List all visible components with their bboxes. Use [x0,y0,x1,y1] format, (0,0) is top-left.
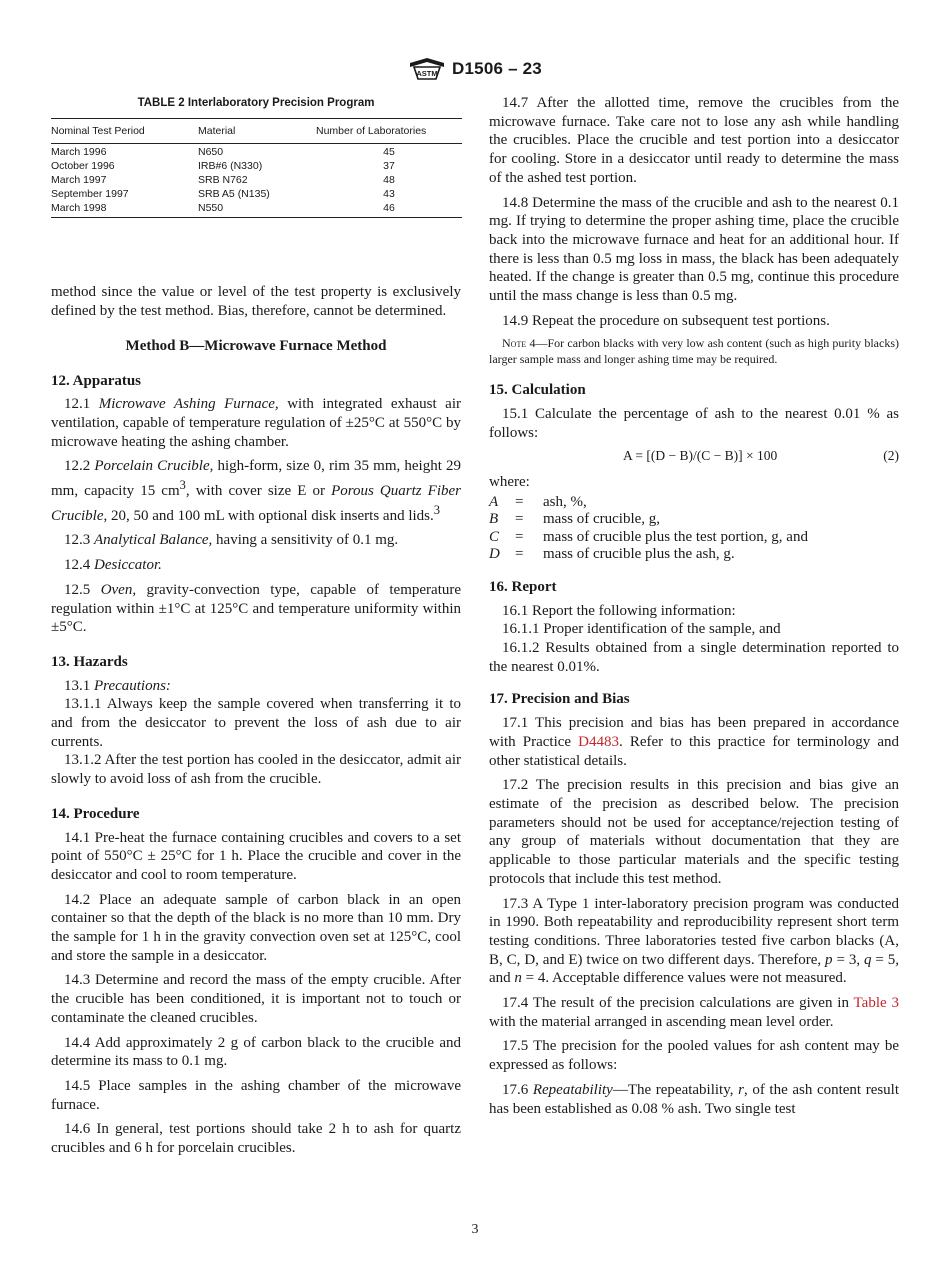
table-cell: SRB N762 [198,174,248,186]
equation-formula: A = [(D − B)/(C − B)] × 100 [623,447,778,463]
table-row [51,202,462,218]
table-row [51,174,462,188]
right-column [489,94,899,1124]
section-14-heading: 14. Procedure [51,805,140,822]
paragraph-12-2: 12.2 Porcelain Crucible, high-form, size 0, rim 35 mm, height 29 mm, capacity 15 $cm^3$, with cover size E or Porous Quartz Fiber Crucible, 20, 50 and 100 mL with optional disk inserts and lids.$^3$ [51,458,462,524]
paragraph-14-2: 14.2 Place an adequate sample of carbon black in an open container so that the depth of the black is no more than 10 mm. Dry the sample for 1 h in the gravity convection oven set at 125°C, cool and store the sample in a desiccator. [51,891,461,964]
equation-number: (2) [883,447,899,463]
paragraph-17-2: 17.2 The precision results in this precision and bias give an estimate of the precision as described below. The precision parameters should not be used for acceptance/rejection testing of any group of materials without documentation that they are applicable to those particular materials and the specific testing protocols that include this test method. [489,777,899,887]
table-caption: TABLE 2 Interlaboratory Precision Program [137,97,375,109]
table-cell: 46 [316,202,462,218]
paragraph-14-9: 14.9 Repeat the procedure on subsequent test portions. [502,312,830,329]
list-item: A = ash, %, [489,493,587,510]
table-header: Number of Laboratories [316,118,462,144]
paragraph-14-6: 14.6 In general, test portions should take 2 h to ash for quartz crucibles and 6 h for porcelain crucibles. [51,1121,461,1157]
paragraph-17-6: 17.6 Repeatability—The repeatability, r, of the ash content result has been established as 0.08 % ash. Two single test [489,1081,900,1117]
paragraph-14-4: 14.4 Add approximately 2 g of carbon black to the crucible and determine its mass to 0.1 mg. [51,1034,461,1070]
paragraph-16-1: 16.1 Report the following information: [502,602,736,619]
paragraph-12-4: 12.4 Desiccator. [64,557,162,574]
table-cell: N550 [198,202,316,218]
paragraph-17-1: 17.1 This precision and bias has been prepared in accordance with Practice D4483. Refer to this practice for terminology and other statistical details. [489,715,899,769]
paragraph-14-1: 14.1 Pre-heat the furnace containing crucibles and covers to a set point of 550°C ± 25°C for 1 h. Place the crucible and cover in the desiccator and cool to room temperature. [51,829,461,883]
paragraph-15-1: 15.1 Calculate the percentage of ash to the nearest 0.01 % as follows: [489,406,899,441]
paragraph-17-5: 17.5 The precision for the pooled values for ash content may be expressed as follows: [489,1038,899,1074]
where-label: where: [489,474,530,491]
paragraph-13-1-2: 13.1.2 After the test portion has cooled in the desiccator, admit air slowly to avoid loss of ash from the crucible. [51,752,461,788]
paragraph-14-7: 14.7 After the allotted time, remove the crucibles from the microwave furnace. Take care not to lose any ash while handling the crucibles. Place the crucible and test portion into a desiccator for cooling. Store in a desiccator until ready to determine the mass of the ashed test portion. [489,95,899,186]
table-cell: September 1997 [51,187,129,200]
paragraph-13-1-1: 13.1.1 Always keep the sample covered when transferring it to and from the desiccator to prevent the loss of ash due to air currents. [51,696,461,750]
astm-logo-text: ASTM [416,69,438,78]
table-cell: 45 [383,146,395,159]
table-cell: SRB A5 (N135) [198,187,270,200]
section-12-heading: 12. Apparatus [51,372,142,389]
practice-d4483-link[interactable]: D4483 [578,733,620,750]
table-header: Nominal Test Period [51,118,198,144]
table-header: Material [198,118,316,144]
table-cell: 37 [383,160,395,173]
paragraph-14-3: 14.3 Determine and record the mass of the empty crucible. After the crucible has been conditioned, it is important not to touch or contaminate the cleaned crucibles. [51,972,461,1026]
paragraph-13-1: 13.1 Precautions: [64,677,171,694]
section-15-heading: 15. Calculation [489,382,586,399]
section-16-heading: 16. Report [489,578,557,595]
list-item: B = mass of crucible, g, [489,511,661,528]
page-header [0,58,950,80]
precision-program-table [51,118,462,219]
paragraph-16-1-1: 16.1.1 Proper identification of the sample, and [502,621,781,638]
paragraph-14-8: 14.8 Determine the mass of the crucible and ash to the nearest 0.1 mg. If trying to determine the proper ashing time, place the crucible back into the microwave furnace and heat for an additional hour. If there is less than 0.5 mg loss in mass, the black has been adequately heated. If the change is greater than 0.5 mg, continue this procedure until the mass change is less than 0.5 mg. [489,194,899,305]
table-cell: N650 [198,146,224,159]
paragraph-17-3: 17.3 A Type 1 inter-laboratory precision program was conducted in 1990. Both repeatability and reproducibility represent short term testing conditions. Three laboratories tested five carbon blacks (A, B, C, D, and E) twice on two different days. Therefore, p = 3, q = 5, and n = 4. Acceptable difference values were not measured. [489,895,900,987]
ash-equation [489,447,899,466]
section-13-heading: 13. Hazards [51,653,128,670]
table-row [51,144,462,160]
list-item: D = mass of crucible plus the ash, g. [489,546,735,563]
table-row [51,160,462,174]
paragraph-14-5: 14.5 Place samples in the ashing chamber of the microwave furnace. [51,1078,461,1113]
left-column [51,94,461,1164]
document-id: D1506 – 23 [452,59,542,78]
table-row [51,188,462,202]
astm-logo-icon [408,57,446,81]
variable-list [489,494,899,564]
page-number: 3 [471,1222,479,1237]
list-item: C = mass of crucible plus the test portion, g, and [489,528,808,545]
paragraph-16-1-2: 16.1.2 Results obtained from a single determination reported to the nearest 0.01%. [489,640,899,675]
method-b-heading: Method B—Microwave Furnace Method [125,337,387,354]
paragraph-12-3: 12.3 Analytical Balance, having a sensitivity of 0.1 mg. [64,532,399,549]
table-cell: IRB#6 (N330) [198,160,263,173]
table-cell: March 1996 [51,146,107,159]
table-cell: October 1996 [51,160,115,173]
paragraph-17-4: 17.4 The result of the precision calculations are given in Table 3 with the material arranged in ascending mean level order. [489,995,899,1030]
paragraph-12-1: 12.1 Microwave Ashing Furnace, with integrated exhaust air ventilation, capable of temperature regulation of ±25°C at 550°C by microwave heating the ashing chamber. [51,396,461,450]
section-17-heading: 17. Precision and Bias [489,691,630,708]
continued-paragraph: method since the value or level of the test property is exclusively defined by the test method. Bias, therefore, cannot be determined. [51,284,461,320]
table-cell: 48 [383,174,395,186]
table-cell: March 1997 [51,174,107,186]
table-3-link[interactable]: Table 3 [853,995,899,1012]
note-4: Note 4—For carbon blacks with very low ash content (such as high purity blacks) larger sample mass and longer ashing time may be required. [489,336,899,366]
footnote-ref: 3 [433,502,441,517]
table-cell: March 1998 [51,202,198,218]
paragraph-12-5: 12.5 Oven, gravity-convection type, capable of temperature regulation within ±1°C at 125°C and temperature uniformity within ±5°C. [51,581,462,636]
table-cell: 43 [383,187,395,200]
